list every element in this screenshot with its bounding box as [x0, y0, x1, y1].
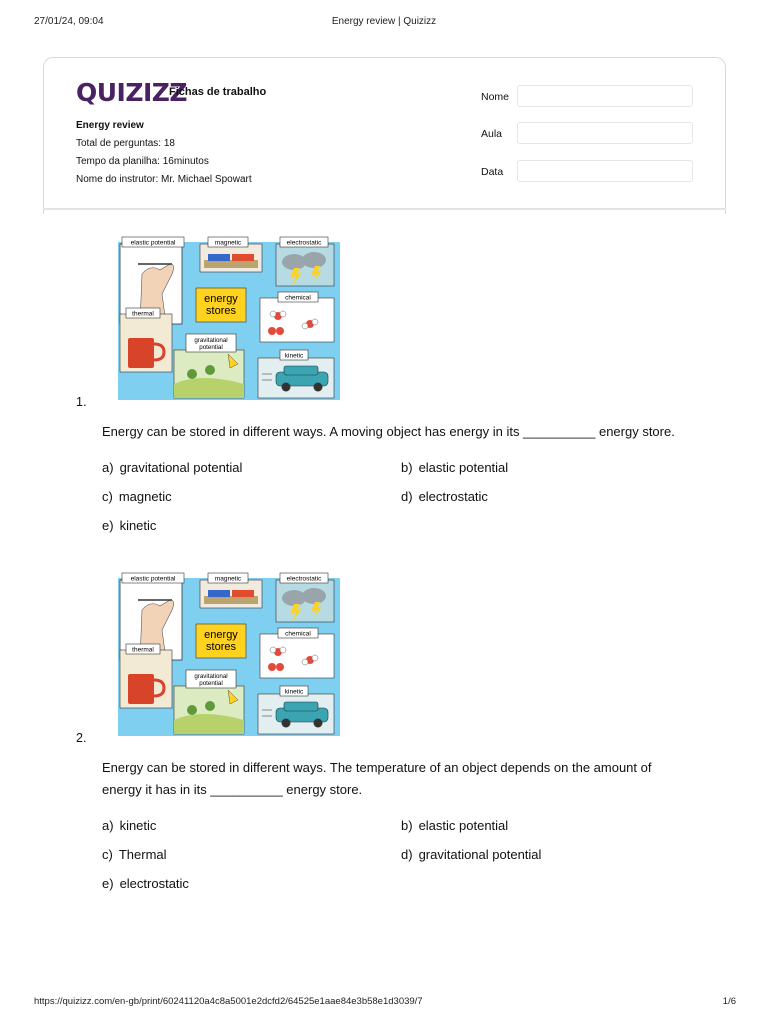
- option-text: kinetic: [119, 818, 157, 833]
- option-letter: c): [102, 489, 113, 504]
- option-text: Thermal: [118, 847, 167, 862]
- name-label: Nome: [481, 91, 510, 103]
- total-questions: Total de perguntas: 18: [76, 138, 175, 149]
- print-datetime: 27/01/24, 09:04: [34, 16, 104, 27]
- energy-stores-line2: stores: [206, 641, 236, 653]
- question-1-option-b[interactable]: [401, 460, 508, 475]
- worksheet-header-card: [43, 57, 726, 214]
- energy-stores-line1: energy: [204, 629, 238, 641]
- worksheet-time: Tempo da planilha: 16minutos: [76, 156, 209, 167]
- energy-stores-line2: stores: [206, 305, 236, 317]
- question-2-option-b[interactable]: [401, 818, 508, 833]
- energy-stores-line1: energy: [204, 293, 238, 305]
- option-letter: e): [102, 876, 114, 891]
- option-letter: e): [102, 518, 114, 533]
- quizizz-logo: QUIZIZZ: [76, 78, 188, 107]
- question-2-text: Energy can be stored in different ways. The temperature of an object depends on the amount of energy it has in its __________ energy store.: [102, 760, 652, 797]
- name-field[interactable]: [517, 85, 693, 107]
- question-1-option-a[interactable]: [102, 460, 242, 475]
- class-label: Aula: [481, 128, 503, 140]
- question-1-option-d[interactable]: [401, 489, 488, 504]
- gravitational-label-line2: potential: [199, 680, 223, 687]
- question-1-option-e[interactable]: [102, 518, 156, 533]
- footer-url: https://quizizz.com/en-gb/print/60241120a4c8a5001e2dcfd2/64525e1aae84e3b58e1d3039/7: [34, 996, 423, 1007]
- date-label: Data: [481, 166, 504, 178]
- question-2-number: 2.: [76, 731, 87, 745]
- thermal-label: thermal: [132, 646, 154, 654]
- option-letter: b): [401, 818, 413, 833]
- date-field[interactable]: [517, 160, 693, 182]
- question-2-option-e[interactable]: [102, 876, 189, 891]
- option-text: elastic potential: [418, 818, 509, 833]
- elastic-potential-label: elastic potential: [130, 575, 176, 583]
- option-text: magnetic: [118, 489, 172, 504]
- question-1-number: 1.: [76, 395, 87, 409]
- magnetic-label: magnetic: [214, 239, 242, 247]
- print-title: Energy review | Quizizz: [331, 16, 437, 27]
- question-2-option-a[interactable]: [102, 818, 156, 833]
- electrostatic-label: electrostatic: [286, 575, 322, 583]
- gravitational-label-line1: gravitational: [194, 337, 228, 344]
- thermal-label: thermal: [132, 310, 154, 318]
- question-1-option-c[interactable]: [102, 489, 172, 504]
- quiz-title: Energy review: [76, 120, 144, 131]
- option-text: elastic potential: [418, 460, 509, 475]
- gravitational-label-line2: potential: [199, 344, 223, 351]
- electrostatic-label: electrostatic: [286, 239, 322, 247]
- energy-stores-illustration: [110, 234, 340, 400]
- option-text: gravitational potential: [119, 460, 243, 475]
- option-text: kinetic: [119, 518, 157, 533]
- option-text: gravitational potential: [418, 847, 542, 862]
- option-letter: a): [102, 818, 114, 833]
- kinetic-label: kinetic: [284, 688, 304, 696]
- instructor-name: Nome do instrutor: Mr. Michael Spowart: [76, 174, 252, 185]
- option-text: electrostatic: [418, 489, 488, 504]
- option-letter: a): [102, 460, 114, 475]
- question-1-text: Energy can be stored in different ways. A moving object has energy in its __________ energy store.: [102, 424, 675, 439]
- option-letter: d): [401, 489, 413, 504]
- gravitational-label-line1: gravitational: [194, 673, 228, 680]
- kinetic-label: kinetic: [284, 352, 304, 360]
- question-2-option-d[interactable]: [401, 847, 541, 862]
- option-letter: d): [401, 847, 413, 862]
- class-field[interactable]: [517, 122, 693, 144]
- page-number: 1/6: [722, 996, 736, 1007]
- elastic-potential-label: elastic potential: [130, 239, 176, 247]
- worksheet-subtitle: Fichas de trabalho: [169, 86, 267, 98]
- energy-stores-illustration: [110, 570, 340, 736]
- question-2-option-c[interactable]: [102, 847, 167, 862]
- chemical-label: chemical: [285, 294, 311, 302]
- header-divider: [43, 208, 726, 210]
- option-letter: c): [102, 847, 113, 862]
- magnetic-label: magnetic: [214, 575, 242, 583]
- option-letter: b): [401, 460, 413, 475]
- option-text: electrostatic: [119, 876, 189, 891]
- chemical-label: chemical: [285, 630, 311, 638]
